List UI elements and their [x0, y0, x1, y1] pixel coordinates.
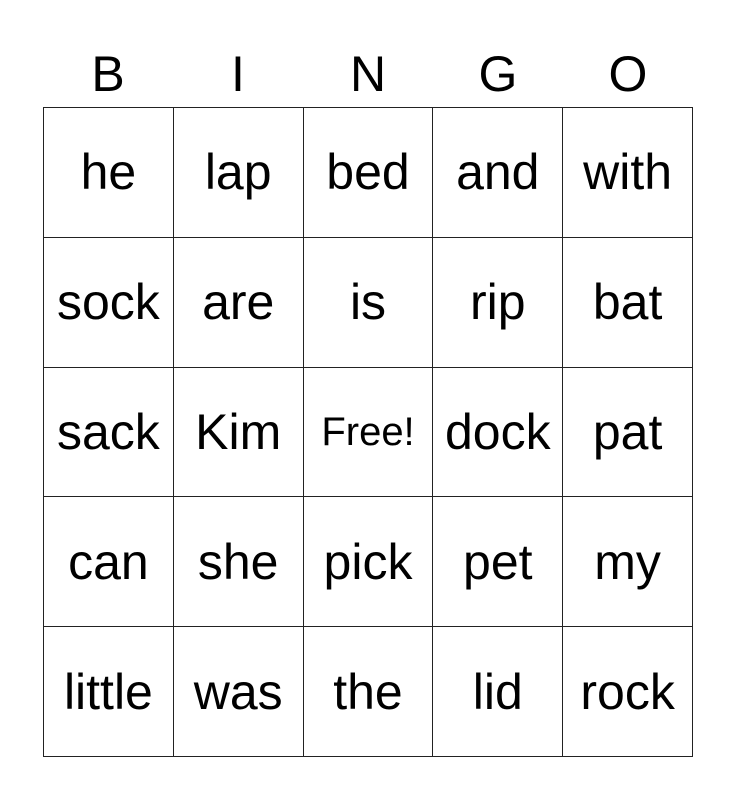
- bingo-cell[interactable]: he: [44, 108, 174, 238]
- header-letter-i: I: [231, 46, 245, 102]
- header-letter-g: G: [478, 46, 518, 102]
- bingo-cell[interactable]: pet: [433, 497, 563, 627]
- bingo-header: [43, 44, 693, 104]
- free-space-cell[interactable]: Free!: [304, 368, 434, 498]
- bingo-cell[interactable]: sack: [44, 368, 174, 498]
- bingo-cell[interactable]: Kim: [174, 368, 304, 498]
- bingo-cell[interactable]: pat: [563, 368, 693, 498]
- bingo-cell[interactable]: the: [304, 627, 434, 757]
- bingo-cell[interactable]: dock: [433, 368, 563, 498]
- bingo-cell[interactable]: and: [433, 108, 563, 238]
- header-letter-n: N: [349, 46, 387, 102]
- bingo-cell[interactable]: sock: [44, 238, 174, 368]
- bingo-cell[interactable]: rip: [433, 238, 563, 368]
- bingo-cell[interactable]: was: [174, 627, 304, 757]
- bingo-cell[interactable]: little: [44, 627, 174, 757]
- bingo-cell[interactable]: rock: [563, 627, 693, 757]
- bingo-cell[interactable]: bat: [563, 238, 693, 368]
- bingo-cell[interactable]: are: [174, 238, 304, 368]
- bingo-cell[interactable]: my: [563, 497, 693, 627]
- bingo-board: [43, 107, 693, 757]
- bingo-cell[interactable]: lap: [174, 108, 304, 238]
- bingo-cell[interactable]: can: [44, 497, 174, 627]
- bingo-cell[interactable]: bed: [304, 108, 434, 238]
- bingo-cell[interactable]: lid: [433, 627, 563, 757]
- header-letter-o: O: [608, 46, 648, 102]
- header-letter-b: B: [91, 46, 125, 102]
- bingo-cell[interactable]: is: [304, 238, 434, 368]
- bingo-cell[interactable]: with: [563, 108, 693, 238]
- bingo-cell[interactable]: pick: [304, 497, 434, 627]
- bingo-cell[interactable]: she: [174, 497, 304, 627]
